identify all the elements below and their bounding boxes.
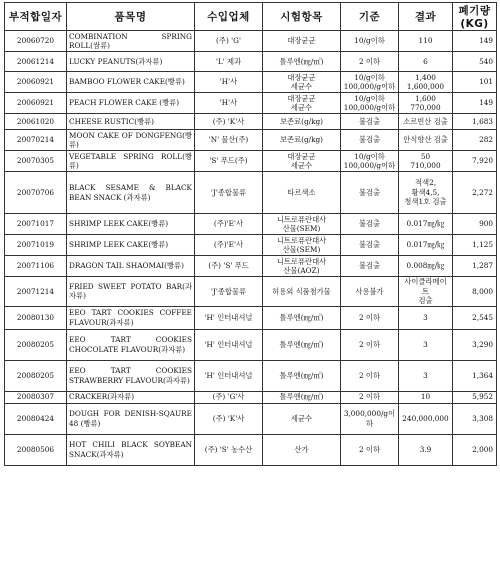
cell-amount: 2,000 [453, 434, 497, 465]
cell-importer: 'H'사 [195, 72, 263, 93]
cell-amount: 3,290 [453, 329, 497, 360]
cell-standard: 10/g이하 [341, 31, 399, 52]
cell-item: EEO TART COOKIES STRAWBERRY FLAVOUR(과자류) [67, 360, 195, 391]
cell-item: SHRIMP LEEK CAKE(빵류) [67, 235, 195, 256]
header-item: 품목명 [67, 3, 195, 31]
cell-result: 240,000,000 [399, 403, 453, 434]
cell-date: 20061214 [5, 52, 67, 72]
cell-amount: 540 [453, 52, 497, 72]
cell-standard: 불검출 [341, 256, 399, 277]
cell-result: 1,400 1,600,000 [399, 72, 453, 93]
cell-amount: 1,287 [453, 256, 497, 277]
cell-date: 20080205 [5, 329, 67, 360]
header-standard: 기준 [341, 3, 399, 31]
cell-item: DOUGH FOR DENISH-SQAURE 48 (빵류) [67, 403, 195, 434]
cell-standard: 2 이하 [341, 306, 399, 329]
cell-importer: 'L' 제과 [195, 52, 263, 72]
cell-importer: (주) 'K'사 [195, 114, 263, 130]
cell-amount: 101 [453, 72, 497, 93]
cell-test: 대장균군 세균수 [263, 72, 341, 93]
table-row [5, 52, 497, 72]
cell-date: 20080424 [5, 403, 67, 434]
table-row [5, 235, 497, 256]
rejection-table-container [4, 2, 496, 466]
cell-test: 니트로퓨란대사 산물(SEM) [263, 214, 341, 235]
cell-standard: 3,000,000/g이하 [341, 403, 399, 434]
cell-date: 20080307 [5, 391, 67, 403]
cell-item: MOON CAKE OF DONGFENG(빵류) [67, 130, 195, 151]
cell-item: DRAGON TAIL SHAOMAI(빵류) [67, 256, 195, 277]
cell-importer: 'J'종합물류 [195, 172, 263, 214]
cell-amount: 149 [453, 31, 497, 52]
cell-result: 0.017㎎/㎏ [399, 235, 453, 256]
cell-date: 20080130 [5, 306, 67, 329]
cell-date: 20080506 [5, 434, 67, 465]
cell-standard: 2 이하 [341, 329, 399, 360]
cell-standard: 2 이하 [341, 434, 399, 465]
table-row [5, 360, 497, 391]
cell-importer: 'N' 물산(주) [195, 130, 263, 151]
cell-amount: 1,364 [453, 360, 497, 391]
cell-standard: 10/g이하 100,000/g이하 [341, 72, 399, 93]
table-row [5, 403, 497, 434]
cell-item: EEO TART COOKIES COFFEE FLAVOUR(과자류) [67, 306, 195, 329]
table-row [5, 391, 497, 403]
cell-amount: 900 [453, 214, 497, 235]
table-row [5, 93, 497, 114]
cell-standard: 불검출 [341, 214, 399, 235]
table-row [5, 277, 497, 307]
cell-result: 50 710,000 [399, 151, 453, 172]
cell-item: COMBINATION SPRING ROLL(쌈류) [67, 31, 195, 52]
cell-date: 20071214 [5, 277, 67, 307]
header-importer: 수입업체 [195, 3, 263, 31]
cell-result: 사이클라메이트 검출 [399, 277, 453, 307]
header-amount: 폐기량(KG) [453, 3, 497, 31]
cell-test: 대장균군 [263, 31, 341, 52]
cell-importer: 'J'종합물류 [195, 277, 263, 307]
table-row [5, 306, 497, 329]
cell-standard: 10/g이하 100,000/g이하 [341, 93, 399, 114]
cell-test: 니트로퓨란대사 산물(AOZ) [263, 256, 341, 277]
cell-result: 안식향산 검출 [399, 130, 453, 151]
cell-amount: 3,308 [453, 403, 497, 434]
cell-date: 20060720 [5, 31, 67, 52]
cell-importer: 'S' 푸드(주) [195, 151, 263, 172]
cell-importer: (주) 'S' 푸드 [195, 256, 263, 277]
cell-item: PEACH FLOWER CAKE (빵류) [67, 93, 195, 114]
cell-item: BLACK SESAME & BLACK BEAN SNACK (과자류) [67, 172, 195, 214]
table-row [5, 329, 497, 360]
cell-amount: 1,683 [453, 114, 497, 130]
cell-result: 3 [399, 329, 453, 360]
cell-test: 톨루엔(㎎/㎡) [263, 306, 341, 329]
cell-standard: 불검출 [341, 172, 399, 214]
table-row [5, 130, 497, 151]
cell-amount: 149 [453, 93, 497, 114]
cell-amount: 2,272 [453, 172, 497, 214]
cell-amount: 282 [453, 130, 497, 151]
header-result: 결과 [399, 3, 453, 31]
cell-amount: 8,000 [453, 277, 497, 307]
cell-importer: (주) 'G' [195, 31, 263, 52]
cell-test: 산가 [263, 434, 341, 465]
cell-date: 20071106 [5, 256, 67, 277]
cell-test: 허용외 식품첨가물 [263, 277, 341, 307]
cell-test: 톨루엔(㎎/㎡) [263, 360, 341, 391]
cell-item: EEO TART COOKIES CHOCOLATE FLAVOUR(과자류) [67, 329, 195, 360]
cell-standard: 불검출 [341, 235, 399, 256]
cell-test: 톨루엔(㎎/㎡) [263, 52, 341, 72]
table-row [5, 256, 497, 277]
cell-result: 소르빈산 검출 [399, 114, 453, 130]
table-row [5, 31, 497, 52]
cell-test: 타르색소 [263, 172, 341, 214]
cell-result: 110 [399, 31, 453, 52]
cell-item: HOT CHILI BLACK SOYBEAN SNACK(과자류) [67, 434, 195, 465]
cell-standard: 불검출 [341, 114, 399, 130]
table-body [5, 31, 497, 466]
cell-result: 3 [399, 360, 453, 391]
cell-standard: 2 이하 [341, 391, 399, 403]
cell-amount: 2,545 [453, 306, 497, 329]
cell-importer: (주) 'K'사 [195, 403, 263, 434]
cell-importer: (주) 'S' 농수산 [195, 434, 263, 465]
cell-result: 0.008㎎/㎏ [399, 256, 453, 277]
cell-importer: 'H'사 [195, 93, 263, 114]
cell-item: BAMBOO FLOWER CAKE(빵류) [67, 72, 195, 93]
cell-amount: 7,920 [453, 151, 497, 172]
cell-importer: 'H' 인터내셔널 [195, 329, 263, 360]
cell-result: 10 [399, 391, 453, 403]
cell-test: 톨루엔(㎎/㎡) [263, 391, 341, 403]
cell-result: 3.9 [399, 434, 453, 465]
cell-result: 3 [399, 306, 453, 329]
cell-item: SHRIMP LEEK CAKE(빵류) [67, 214, 195, 235]
cell-test: 대장균군 세균수 [263, 151, 341, 172]
header-test: 시험항목 [263, 3, 341, 31]
cell-standard: 10/g이하 100,000/g이하 [341, 151, 399, 172]
cell-date: 20060921 [5, 93, 67, 114]
rejected-imports-table [4, 2, 497, 466]
cell-date: 20071019 [5, 235, 67, 256]
cell-test: 세균수 [263, 403, 341, 434]
cell-date: 20070305 [5, 151, 67, 172]
table-row [5, 114, 497, 130]
cell-item: FRIED SWEET POTATO BAR(과자류) [67, 277, 195, 307]
cell-standard: 불검출 [341, 130, 399, 151]
cell-test: 보존료(g/kg) [263, 130, 341, 151]
cell-date: 20070706 [5, 172, 67, 214]
cell-test: 니트로퓨란대사 산물(SEM) [263, 235, 341, 256]
cell-item: VEGETABLE SPRING ROLL(빵류) [67, 151, 195, 172]
cell-result: 적색2, 황색4,5, 청색1호 검출 [399, 172, 453, 214]
cell-amount: 5,952 [453, 391, 497, 403]
table-row [5, 434, 497, 465]
cell-standard: 2 이하 [341, 360, 399, 391]
cell-standard: 2 이하 [341, 52, 399, 72]
cell-importer: 'H' 인터내셔널 [195, 306, 263, 329]
cell-result: 1,600 770,000 [399, 93, 453, 114]
cell-date: 20060921 [5, 72, 67, 93]
cell-test: 톨루엔(㎎/㎡) [263, 329, 341, 360]
cell-item: CHEESE RUSTIC(빵류) [67, 114, 195, 130]
table-row [5, 72, 497, 93]
cell-importer: (주)'E'사 [195, 214, 263, 235]
table-row [5, 172, 497, 214]
cell-date: 20080205 [5, 360, 67, 391]
cell-test: 대장균군 세균수 [263, 93, 341, 114]
cell-result: 0.017㎎/㎏ [399, 214, 453, 235]
cell-date: 20061020 [5, 114, 67, 130]
table-row [5, 151, 497, 172]
cell-item: CRACKER(과자류) [67, 391, 195, 403]
cell-standard: 사용불가 [341, 277, 399, 307]
cell-date: 20070214 [5, 130, 67, 151]
cell-date: 20071017 [5, 214, 67, 235]
cell-importer: (주)'E'사 [195, 235, 263, 256]
header-date: 부적합일자 [5, 3, 67, 31]
cell-amount: 1,125 [453, 235, 497, 256]
cell-test: 보존료(g/kg) [263, 114, 341, 130]
cell-result: 6 [399, 52, 453, 72]
table-row [5, 214, 497, 235]
cell-importer: 'H' 인터내셔널 [195, 360, 263, 391]
cell-item: LUCKY PEANUTS(과자류) [67, 52, 195, 72]
cell-importer: (주) 'G'사 [195, 391, 263, 403]
header-row [5, 3, 497, 31]
